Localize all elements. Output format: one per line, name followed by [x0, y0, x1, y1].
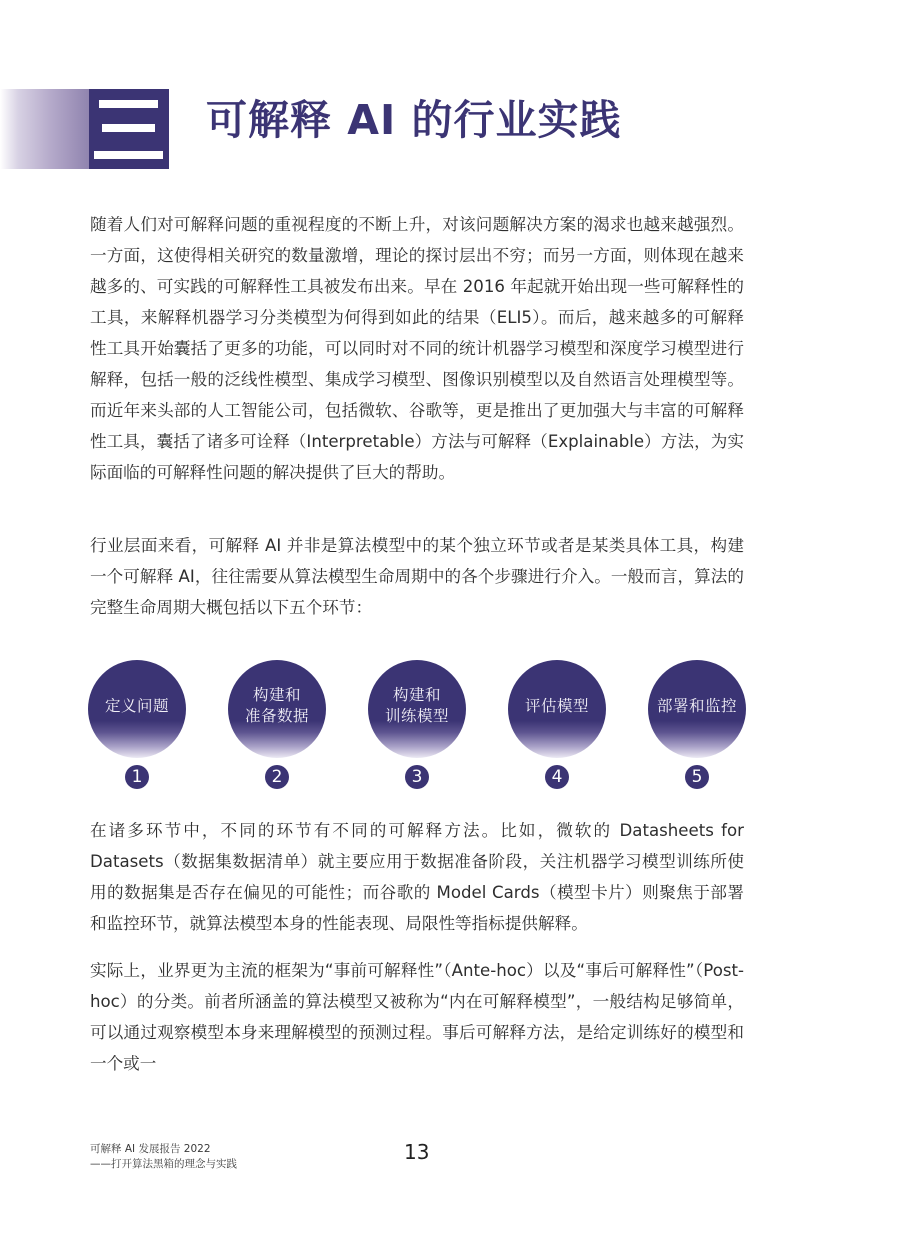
paragraph-2: 行业层面来看，可解释 AI 并非是算法模型中的某个独立环节或者是某类具体工具，构建一个可解释 AI，往往需要从算法模型生命周期中的各个步骤进行介入。一般而言，算法的完整生命周期大概包括以下五个环节：: [90, 536, 744, 617]
chapter-title: 可解释 AI 的行业实践: [206, 96, 622, 144]
step-circle: [508, 660, 606, 758]
step-number-badge: 2: [265, 765, 289, 789]
step-label-line2: 训练模型: [384, 707, 449, 725]
lifecycle-steps: [0, 660, 900, 800]
chapter-numeral-stroke-1: [99, 100, 158, 108]
step-circle: [368, 660, 466, 758]
lifecycle-step-1: [88, 660, 186, 790]
header-gradient-band: [0, 89, 90, 169]
paragraph-1: 随着人们对可解释问题的重视程度的不断上升，对该问题解决方案的渴求也越来越强烈。一方面，这使得相关研究的数量激增，理论的探讨层出不穷；而另一方面，则体现在越来越多的、可实践的可解释性工具被发布出来。早在 2016 年起就开始出现一些可解释性的工具，来解释机器学习分类模型为何得到如此的结果（ELI5）。而后，越来越多的可解释性工具开始囊括了更多的功能，可以同时对不同的统计机器学习模型和深度学习模型进行解释，包括一般的泛线性模型、集成学习模型、图像识别模型以及自然语言处理模型等。而近年来头部的人工智能公司，包括微软、谷歌等，更是推出了更加强大与丰富的可解释性工具，囊括了诸多可诠释（Interpretable）方法与可解释（Explainable）方法，为实际面临的可解释性问题的解决提供了巨大的帮助。: [90, 215, 744, 482]
step-label: [105, 696, 169, 717]
lifecycle-step-5: [648, 660, 746, 790]
footer-report-info: [90, 1142, 237, 1172]
step-label: [525, 696, 589, 717]
chapter-numeral-stroke-3: [94, 151, 163, 159]
step-number-badge: 5: [685, 765, 709, 789]
step-label: [657, 696, 737, 717]
footer-report-title: 可解释 AI 发展报告 2022: [90, 1143, 211, 1155]
paragraph-3: 在诸多环节中，不同的环节有不同的可解释方法。比如，微软的 Datasheets for Datasets（数据集数据清单）就主要应用于数据准备阶段，关注机器学习模型训练所使用的数据集是否存在偏见的可能性；而谷歌的 Model Cards（模型卡片）则聚焦于部署和监控环节，就算法模型本身的性能表现、局限性等指标提供解释。: [90, 821, 744, 933]
step-label-line1: 定义问题: [104, 696, 169, 715]
chapter-numeral-stroke-2: [102, 124, 155, 132]
footer-report-subtitle: ——打开算法黑箱的理念与实践: [90, 1158, 237, 1170]
step-number-badge: 4: [545, 765, 569, 789]
step-label: [245, 685, 309, 727]
lifecycle-step-4: [508, 660, 606, 790]
step-number-badge: 3: [405, 765, 429, 789]
step-label-line1: 评估模型: [524, 696, 589, 715]
step-label-line1: 构建和: [252, 686, 301, 704]
step-label-line1: 部署和监控: [656, 696, 737, 715]
step-label-line1: 构建和: [392, 686, 441, 704]
step-label: [385, 685, 449, 727]
step-number-badge: 1: [125, 765, 149, 789]
lifecycle-step-2: [228, 660, 326, 790]
step-circle: [648, 660, 746, 758]
step-label-line2: 准备数据: [244, 707, 309, 725]
page-number: 13: [404, 1140, 430, 1164]
step-circle: [228, 660, 326, 758]
lifecycle-step-3: [368, 660, 466, 790]
step-circle: [88, 660, 186, 758]
chapter-number-block: [89, 89, 169, 169]
paragraph-4: 实际上，业界更为主流的框架为“事前可解释性”（Ante-hoc）以及“事后可解释性”（Post-hoc）的分类。前者所涵盖的算法模型又被称为“内在可解释模型”，一般结构足够简单，可以通过观察模型本身来理解模型的预测过程。事后可解释方法，是给定训练好的模型和一个或一: [90, 961, 744, 1073]
